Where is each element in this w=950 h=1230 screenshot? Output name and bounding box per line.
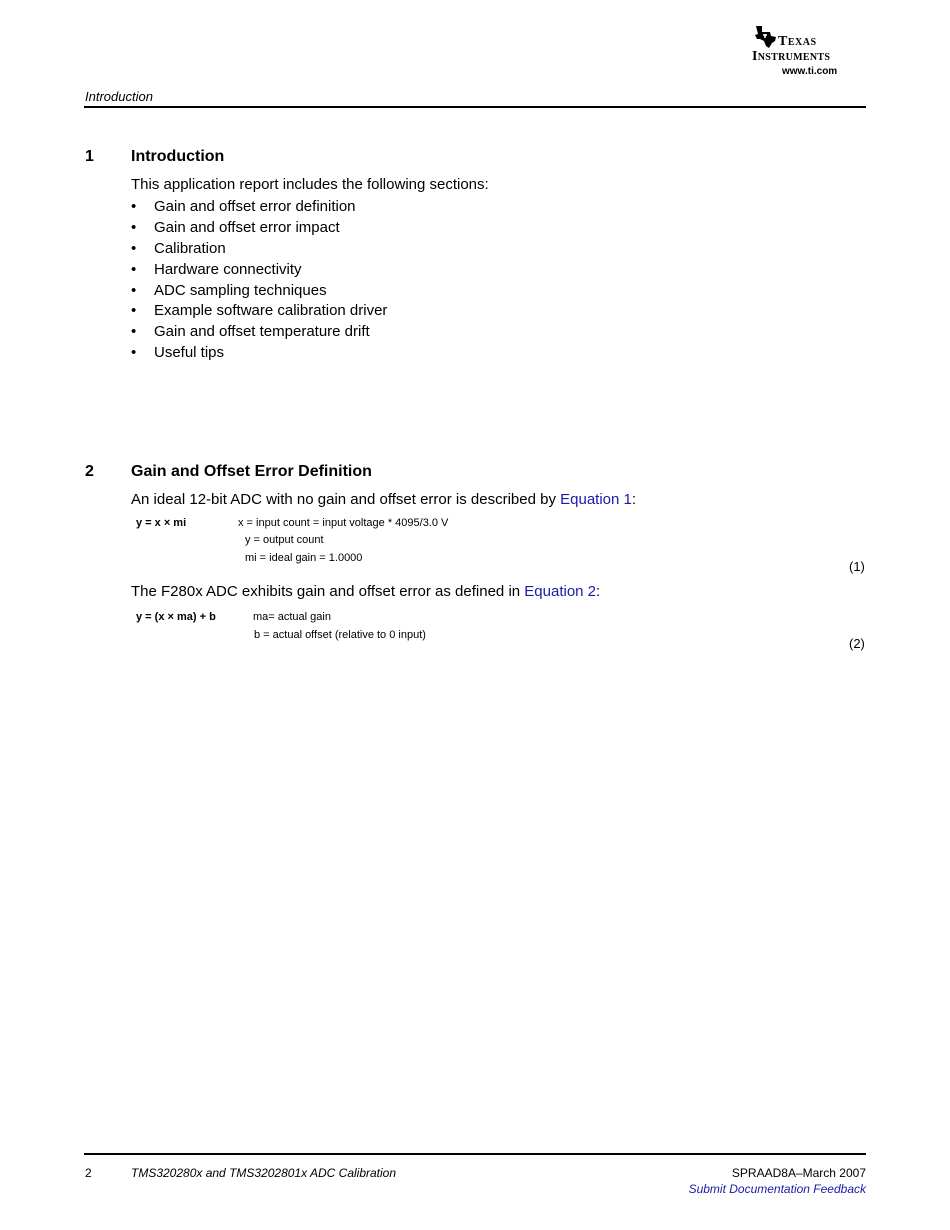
list-item-text: Hardware connectivity	[154, 260, 302, 278]
document-id: SPRAAD8A–March 2007	[731, 1166, 866, 1180]
list-item-text: Useful tips	[154, 344, 225, 362]
list-item	[131, 239, 387, 260]
list-item	[131, 260, 387, 281]
footer-rule	[84, 1153, 866, 1155]
list-item-text: Gain and offset error impact	[154, 218, 340, 236]
list-item	[131, 197, 387, 218]
paragraph-punct: :	[631, 491, 637, 508]
texas-state-icon	[752, 24, 778, 50]
bullet-icon: •	[131, 344, 137, 362]
equation-1-where-1: x = input count = input voltage * 4095/3.0 V	[238, 517, 449, 529]
bullet-icon: •	[131, 239, 137, 257]
section-1-number: 1	[85, 148, 94, 165]
list-item	[131, 322, 387, 343]
paragraph-text: An ideal 12-bit ADC with no gain and offset error is described by	[131, 491, 561, 508]
ti-logo	[752, 24, 868, 80]
paragraph-punct: :	[596, 583, 601, 600]
equation-1-number: (1)	[849, 559, 865, 574]
page-number: 2	[85, 1166, 92, 1180]
logo-text-texas: Texas	[778, 34, 817, 49]
logo-url[interactable]: www.ti.com	[782, 66, 838, 77]
list-item-text: Gain and offset error definition	[154, 198, 356, 215]
feedback-link[interactable]: Submit Documentation Feedback	[688, 1182, 866, 1196]
section-1-intro: This application report includes the following sections:	[131, 176, 489, 193]
running-head: Introduction	[85, 89, 153, 104]
section-1-title: Introduction	[131, 148, 225, 165]
equation-2-number: (2)	[849, 636, 865, 651]
header-rule	[84, 106, 866, 108]
list-item-text: Gain and offset temperature drift	[154, 323, 370, 341]
section-2-paragraph-2	[131, 583, 600, 600]
section-2-paragraph-1	[131, 491, 636, 508]
list-item	[131, 281, 387, 302]
bullet-icon: •	[131, 260, 137, 278]
bullet-icon: •	[131, 323, 137, 341]
list-item	[131, 301, 387, 322]
equation-1-where-2: y = output count	[245, 534, 324, 546]
equation-2-where-1: ma= actual gain	[253, 611, 331, 623]
equation-2-formula: y = (x × ma) + b	[136, 611, 216, 623]
section-2-title: Gain and Offset Error Definition	[131, 463, 372, 480]
equation-1-link[interactable]: Equation 1	[560, 491, 632, 508]
bullet-icon: •	[131, 281, 137, 299]
list-item	[131, 218, 387, 239]
list-item-text: Calibration	[154, 239, 226, 257]
section-list	[131, 197, 387, 364]
paragraph-text: The F280x ADC exhibits gain and offset error as defined in	[131, 583, 525, 600]
bullet-icon: •	[131, 198, 137, 215]
list-item-text: ADC sampling techniques	[154, 281, 327, 299]
bullet-icon: •	[131, 302, 137, 320]
section-2-number: 2	[85, 463, 94, 480]
logo-text-instruments: Instruments	[752, 49, 831, 64]
equation-2-link[interactable]: Equation 2	[524, 583, 597, 600]
list-item	[131, 343, 387, 364]
equation-2-where-2: b = actual offset (relative to 0 input)	[254, 629, 426, 641]
list-item-text: Example software calibration driver	[154, 302, 388, 320]
bullet-icon: •	[131, 218, 137, 236]
equation-1-where-3: mi = ideal gain = 1.0000	[245, 552, 363, 564]
document-title: TMS320280x and TMS3202801x ADC Calibration	[131, 1166, 397, 1180]
equation-1-formula: y = x × mi	[136, 517, 187, 529]
